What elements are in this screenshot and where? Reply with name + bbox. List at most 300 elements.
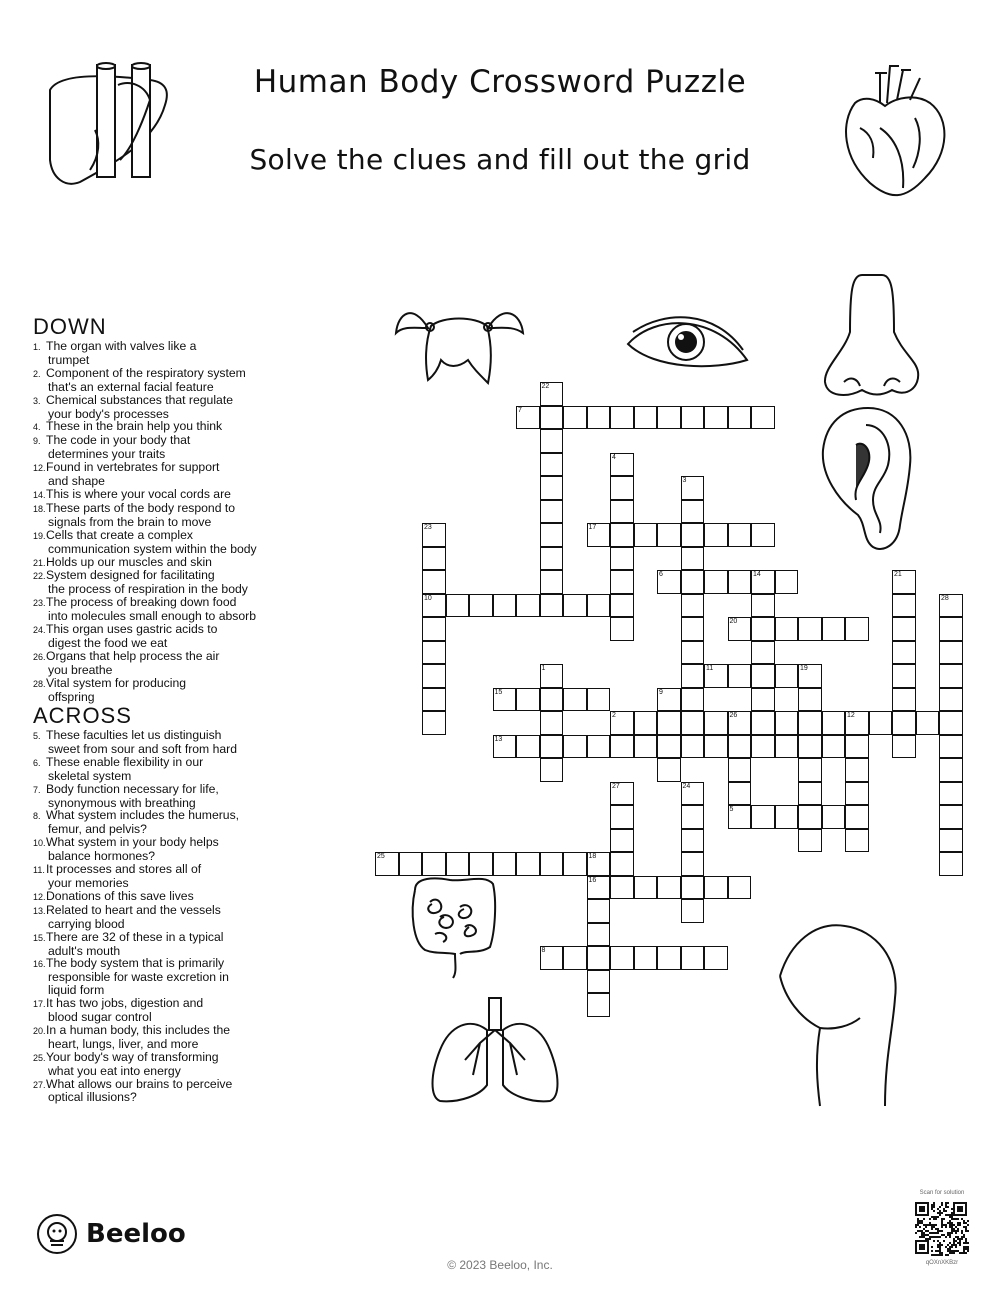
clue-number: 21. [33, 557, 46, 568]
grid-cell[interactable] [587, 852, 611, 876]
grid-cell[interactable] [681, 500, 705, 524]
grid-cell[interactable] [610, 476, 634, 500]
grid-cell[interactable] [493, 688, 517, 712]
clue-number: 25. [33, 1052, 46, 1063]
clue-number: 15. [33, 932, 46, 943]
grid-cell[interactable] [681, 476, 705, 500]
grid-cell[interactable] [751, 688, 775, 712]
clue-number: 12. [33, 463, 46, 474]
grid-cell[interactable] [422, 570, 446, 594]
clue-text: Related to heart and the vessels [46, 902, 221, 917]
grid-cell[interactable] [681, 852, 705, 876]
grid-cell[interactable] [845, 782, 869, 806]
grid-cell[interactable] [728, 617, 752, 641]
grid-cell[interactable] [540, 735, 564, 759]
clue-text: carrying blood [48, 916, 125, 931]
cell-number: 27 [612, 782, 620, 790]
qr-code-text: qOXnXKBzr [925, 1260, 959, 1266]
brand [36, 1213, 186, 1255]
grid-cell[interactable] [587, 688, 611, 712]
clue-text: In a human body, this includes the [46, 1022, 231, 1037]
grid-cell[interactable] [446, 852, 470, 876]
clue-number: 18. [33, 503, 46, 514]
grid-cell[interactable] [681, 782, 705, 806]
grid-cell[interactable] [657, 946, 681, 970]
clue-text: System designed for facilitating [46, 568, 215, 583]
clue-text: There are 32 of these in a typical [46, 929, 224, 944]
grid-cell[interactable] [657, 876, 681, 900]
cell-number: 2 [612, 712, 616, 719]
cell-number: 23 [424, 524, 432, 531]
grid-cell[interactable] [540, 594, 564, 618]
grid-cell[interactable] [751, 523, 775, 547]
grid-cell[interactable] [516, 594, 540, 618]
grid-cell[interactable] [634, 711, 658, 735]
grid-cell[interactable] [939, 641, 963, 665]
grid-cell[interactable] [751, 617, 775, 641]
grid-cell[interactable] [634, 876, 658, 900]
grid-cell[interactable] [728, 523, 752, 547]
clue-text: The body system that is primarily [46, 956, 225, 971]
clue-number: 23. [33, 598, 46, 609]
grid-cell[interactable] [657, 711, 681, 735]
grid-cell[interactable] [563, 735, 587, 759]
clue-text: heart, lungs, liver, and more [48, 1036, 199, 1051]
clue-text: offspring [48, 689, 95, 704]
grid-cell[interactable] [728, 735, 752, 759]
grid-cell[interactable] [704, 664, 728, 688]
grid-cell[interactable] [634, 735, 658, 759]
clue-text: sweet from sour and soft from hard [48, 741, 237, 756]
grid-cell[interactable] [798, 782, 822, 806]
clue-text: your body's processes [48, 406, 169, 421]
grid-cell[interactable] [681, 547, 705, 571]
grid-cell[interactable] [751, 711, 775, 735]
clue-number: 13. [33, 905, 46, 916]
clue-text: signals from the brain to move [48, 514, 212, 529]
clue-text: These parts of the body respond to [46, 500, 236, 515]
grid-cell[interactable] [892, 641, 916, 665]
grid-cell[interactable] [892, 688, 916, 712]
grid-cell[interactable] [540, 852, 564, 876]
clue-number: 11. [33, 865, 45, 876]
grid-cell[interactable] [798, 758, 822, 782]
grid-cell[interactable] [610, 829, 634, 853]
grid-cell[interactable] [728, 711, 752, 735]
grid-cell[interactable] [681, 641, 705, 665]
grid-cell[interactable] [563, 946, 587, 970]
grid-cell[interactable] [728, 664, 752, 688]
grid-cell[interactable] [775, 711, 799, 735]
grid-cell[interactable] [704, 876, 728, 900]
clue-text: that's an external facial feature [48, 379, 214, 394]
grid-cell[interactable] [516, 406, 540, 430]
grid-cell[interactable] [587, 946, 611, 970]
grid-cell[interactable] [751, 570, 775, 594]
grid-cell[interactable] [610, 946, 634, 970]
grid-cell[interactable] [540, 429, 564, 453]
clue-text: Body function necessary for life, [46, 781, 219, 796]
cell-number: 12 [847, 712, 855, 719]
grid-cell[interactable] [540, 476, 564, 500]
grid-cell[interactable] [728, 570, 752, 594]
across-heading: ACROSS [33, 703, 132, 728]
grid-cell[interactable] [681, 805, 705, 829]
grid-cell[interactable] [798, 829, 822, 853]
cell-number: 11 [706, 665, 714, 672]
cell-number: 26 [729, 712, 738, 719]
grid-cell[interactable] [939, 664, 963, 688]
grid-cell[interactable] [939, 758, 963, 782]
grid-cell[interactable] [681, 664, 705, 688]
grid-cell[interactable] [540, 406, 564, 430]
grid-cell[interactable] [587, 735, 611, 759]
grid-cell[interactable] [822, 617, 846, 641]
grid-cell[interactable] [469, 594, 493, 618]
grid-cell[interactable] [939, 852, 963, 876]
grid-cell[interactable] [493, 852, 517, 876]
clue-number: 1. [33, 342, 41, 352]
clue-text: into molecules small enough to absorb [48, 609, 256, 624]
cell-number: 21 [894, 571, 902, 578]
grid-cell[interactable] [892, 735, 916, 759]
clue-text: digest the food we eat [48, 635, 168, 650]
grid-cell[interactable] [610, 805, 634, 829]
cell-number: 14 [753, 571, 761, 578]
clue-text: These faculties let us distinguish [46, 728, 222, 742]
grid-cell[interactable] [422, 852, 446, 876]
page-title: Human Body Crossword Puzzle [253, 64, 747, 100]
cell-number: 24 [682, 782, 691, 790]
grid-cell[interactable] [634, 523, 658, 547]
clue-number: 4. [33, 422, 41, 433]
cell-number: 15 [494, 688, 503, 696]
grid-cell[interactable] [422, 523, 446, 547]
grid-cell[interactable] [892, 617, 916, 641]
grid-cell[interactable] [798, 664, 822, 688]
clue-text: Found in vertebrates for support [46, 460, 220, 475]
cell-number: 9 [659, 688, 663, 696]
grid-cell[interactable] [845, 758, 869, 782]
grid-cell[interactable] [540, 946, 564, 970]
grid-cell[interactable] [610, 570, 634, 594]
grid-cell[interactable] [587, 899, 611, 923]
grid-cell[interactable] [728, 876, 752, 900]
grid-cell[interactable] [399, 852, 423, 876]
grid-cell[interactable] [422, 688, 446, 712]
grid-cell[interactable] [540, 453, 564, 477]
grid-cell[interactable] [845, 617, 869, 641]
grid-cell[interactable] [822, 735, 846, 759]
clue-text: Component of the respiratory system [46, 365, 246, 380]
clue-text: femur, and pelvis? [48, 822, 147, 837]
clue-text: communication system within the body [48, 541, 257, 556]
grid-cell[interactable] [939, 688, 963, 712]
grid-cell[interactable] [610, 523, 634, 547]
grid-cell[interactable] [493, 735, 517, 759]
bee-logo-icon [36, 1213, 78, 1255]
grid-cell[interactable] [610, 852, 634, 876]
grid-cell[interactable] [681, 617, 705, 641]
clue-text: Your body's way of transforming [46, 1049, 219, 1064]
grid-cell[interactable] [516, 735, 540, 759]
cell-number: 7 [518, 406, 522, 414]
grid-cell[interactable] [939, 594, 963, 618]
grid-cell[interactable] [587, 406, 611, 430]
grid-cell[interactable] [775, 664, 799, 688]
cell-number: 19 [800, 665, 808, 672]
clue-text: The organ with valves like a [46, 339, 197, 353]
clue-text: The process of breaking down food [46, 595, 237, 610]
grid-cell[interactable] [610, 594, 634, 618]
grid-cell[interactable] [798, 805, 822, 829]
grid-cell[interactable] [775, 617, 799, 641]
grid-cell[interactable] [563, 406, 587, 430]
cell-number: 22 [541, 383, 550, 390]
clue-text: What allows our brains to perceive [46, 1076, 233, 1091]
grid-cell[interactable] [540, 523, 564, 547]
grid-cell[interactable] [610, 876, 634, 900]
grid-cell[interactable] [869, 711, 893, 735]
qr-caption: Scan for solution [919, 1190, 965, 1196]
grid-cell[interactable] [493, 594, 517, 618]
grid-cell[interactable] [540, 758, 564, 782]
cell-number: 25 [377, 853, 385, 860]
grid-cell[interactable] [422, 711, 446, 735]
clue-text: These enable flexibility in our [46, 754, 204, 769]
clue-text: balance hormones? [48, 849, 156, 864]
grid-cell[interactable] [892, 711, 916, 735]
grid-cell[interactable] [610, 735, 634, 759]
grid-cell[interactable] [610, 617, 634, 641]
grid-cell[interactable] [610, 547, 634, 571]
grid-cell[interactable] [751, 641, 775, 665]
clue-text: skeletal system [48, 768, 132, 783]
clue-number: 20. [33, 1025, 46, 1036]
clue-text: responsible for waste excretion in [48, 970, 229, 985]
grid-cell[interactable] [798, 711, 822, 735]
clue-text: adult's mouth [48, 943, 121, 958]
clue-text: what you eat into energy [48, 1063, 181, 1078]
grid-cell[interactable] [657, 523, 681, 547]
clue-text: the process of respiration in the body [48, 582, 248, 597]
grid-cell[interactable] [939, 735, 963, 759]
grid-cell[interactable] [375, 852, 399, 876]
grid-cell[interactable] [681, 594, 705, 618]
clue-text: you breathe [48, 662, 113, 677]
clue-number: 5. [33, 731, 41, 741]
grid-cell[interactable] [775, 735, 799, 759]
clue-number: 10. [33, 838, 46, 849]
clue-text: Cells that create a complex [46, 527, 193, 542]
grid-cell[interactable] [422, 617, 446, 641]
cell-number: 17 [588, 524, 597, 531]
grid-cell[interactable] [751, 805, 775, 829]
clue-number: 19. [33, 530, 46, 541]
page-subtitle: Solve the clues and fill out the grid [249, 143, 751, 176]
grid-cell[interactable] [681, 899, 705, 923]
grid-cell[interactable] [798, 617, 822, 641]
clue-text: The code in your body that [46, 433, 191, 448]
clue-text: Vital system for producing [46, 675, 186, 690]
cell-number: 10 [424, 594, 432, 602]
grid-cell[interactable] [775, 805, 799, 829]
grid-cell[interactable] [728, 782, 752, 806]
clue-text: This organ uses gastric acids to [46, 622, 218, 637]
clue-number: 22. [33, 571, 46, 582]
copyright: © 2023 Beeloo, Inc. [447, 1258, 553, 1272]
grid-cell[interactable] [610, 453, 634, 477]
cell-number: 3 [682, 477, 687, 484]
clue-text: optical illusions? [48, 1090, 137, 1105]
clue-text: your memories [48, 875, 129, 890]
grid-cell[interactable] [540, 382, 564, 406]
grid-cell[interactable] [798, 735, 822, 759]
grid-cell[interactable] [916, 711, 940, 735]
grid-cell[interactable] [540, 664, 564, 688]
grid-cell[interactable] [939, 805, 963, 829]
grid-cell[interactable] [751, 735, 775, 759]
grid-cell[interactable] [563, 594, 587, 618]
grid-cell[interactable] [704, 406, 728, 430]
grid-cell[interactable] [587, 876, 611, 900]
clue-text: Chemical substances that regulate [46, 392, 233, 407]
grid-cell[interactable] [845, 735, 869, 759]
grid-cell[interactable] [422, 547, 446, 571]
grid-cell[interactable] [681, 876, 705, 900]
grid-cell[interactable] [845, 711, 869, 735]
grid-cell[interactable] [657, 406, 681, 430]
clue-number: 12. [33, 891, 46, 902]
clue-text: Donations of this save lives [46, 888, 194, 903]
grid-cell[interactable] [822, 805, 846, 829]
grid-cell[interactable] [610, 711, 634, 735]
grid-cell[interactable] [939, 617, 963, 641]
grid-cell[interactable] [681, 735, 705, 759]
clue-number: 24. [33, 625, 46, 636]
grid-cell[interactable] [587, 594, 611, 618]
grid-cell[interactable] [751, 664, 775, 688]
grid-cell[interactable] [681, 406, 705, 430]
clue-number: 26. [33, 651, 46, 662]
grid-cell[interactable] [704, 523, 728, 547]
grid-cell[interactable] [587, 523, 611, 547]
grid-cell[interactable] [704, 946, 728, 970]
grid-cell[interactable] [704, 570, 728, 594]
grid-cell[interactable] [681, 946, 705, 970]
clue-text: liquid form [48, 983, 105, 998]
grid-cell[interactable] [939, 829, 963, 853]
grid-cell[interactable] [422, 594, 446, 618]
grid-cell[interactable] [892, 570, 916, 594]
grid-cell[interactable] [657, 688, 681, 712]
grid-cell[interactable] [516, 852, 540, 876]
grid-cell[interactable] [657, 735, 681, 759]
grid-cell[interactable] [845, 805, 869, 829]
clue-number: 16. [33, 959, 46, 970]
clue-number: 28. [33, 678, 46, 689]
grid-cell[interactable] [634, 946, 658, 970]
clue-text: What system in your body helps [46, 835, 219, 850]
grid-cell[interactable] [610, 406, 634, 430]
clue-text: trumpet [48, 352, 90, 367]
grid-cell[interactable] [892, 664, 916, 688]
grid-cell[interactable] [657, 570, 681, 594]
grid-cell[interactable] [939, 782, 963, 806]
clue-text: It processes and stores all of [46, 862, 202, 877]
grid-cell[interactable] [728, 406, 752, 430]
grid-cell[interactable] [516, 688, 540, 712]
clue-text: These in the brain help you think [46, 419, 223, 434]
grid-cell[interactable] [681, 570, 705, 594]
grid-cell[interactable] [681, 829, 705, 853]
clue-number: 6. [33, 757, 41, 768]
cell-number: 4 [612, 453, 616, 461]
clue-text: Holds up our muscles and skin [46, 554, 212, 569]
grid-cell[interactable] [540, 570, 564, 594]
grid-cell[interactable] [610, 782, 634, 806]
grid-cell[interactable] [939, 711, 963, 735]
grid-cell[interactable] [563, 852, 587, 876]
cell-number: 5 [729, 806, 734, 813]
cell-number: 20 [729, 618, 738, 625]
grid-cell[interactable] [587, 993, 611, 1017]
grid-cell[interactable] [540, 711, 564, 735]
grid-cell[interactable] [422, 664, 446, 688]
grid-cell[interactable] [704, 711, 728, 735]
clue-text: Organs that help process the air [46, 648, 220, 663]
clue-number: 14. [33, 489, 46, 500]
cell-number: 16 [588, 876, 597, 884]
clue-text: What system includes the humerus, [46, 808, 240, 823]
grid-cell[interactable] [540, 547, 564, 571]
grid-cell[interactable] [422, 641, 446, 665]
grid-cell[interactable] [563, 688, 587, 712]
grid-cell[interactable] [751, 594, 775, 618]
grid-cell[interactable] [657, 758, 681, 782]
grid-cell[interactable] [587, 923, 611, 947]
grid-cell[interactable] [681, 688, 705, 712]
grid-cell[interactable] [610, 500, 634, 524]
grid-cell[interactable] [728, 758, 752, 782]
clue-number: 27. [33, 1079, 46, 1090]
down-heading: DOWN [33, 314, 107, 339]
grid-cell[interactable] [892, 594, 916, 618]
grid-cell[interactable] [704, 735, 728, 759]
grid-cell[interactable] [540, 688, 564, 712]
cell-number: 28 [941, 594, 949, 602]
grid-cell[interactable] [446, 594, 470, 618]
clue-text: It has two jobs, digestion and [46, 996, 204, 1011]
cell-number: 1 [541, 665, 546, 672]
grid-cell[interactable] [634, 406, 658, 430]
grid-cell[interactable] [798, 688, 822, 712]
grid-cell[interactable] [540, 500, 564, 524]
clue-text: blood sugar control [48, 1010, 152, 1025]
grid-cell[interactable] [469, 852, 493, 876]
qr-code-icon[interactable] [915, 1202, 969, 1256]
grid-cell[interactable] [681, 711, 705, 735]
clue-text: This is where your vocal cords are [46, 486, 231, 501]
grid-cell[interactable] [822, 711, 846, 735]
grid-cell[interactable] [775, 570, 799, 594]
clue-number: 17. [33, 999, 46, 1010]
grid-cell[interactable] [845, 829, 869, 853]
grid-cell[interactable] [587, 970, 611, 994]
grid-cell[interactable] [751, 406, 775, 430]
grid-cell[interactable] [728, 805, 752, 829]
grid-cell[interactable] [681, 523, 705, 547]
